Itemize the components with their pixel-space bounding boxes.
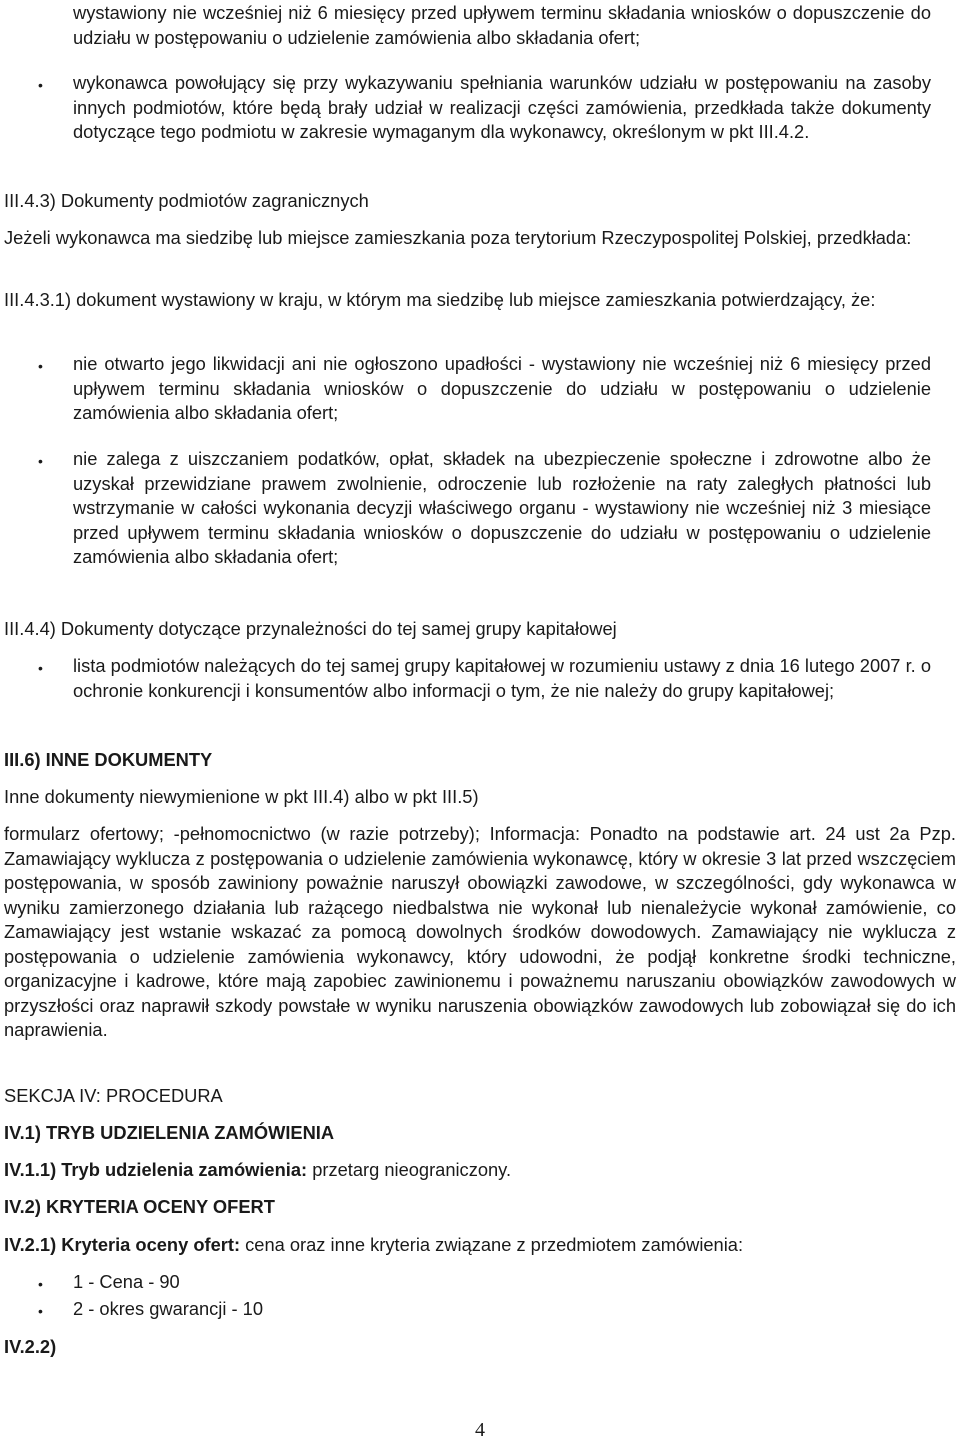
continuation-paragraph: wystawiony nie wcześniej niż 6 miesięcy przed upływem terminu składania wniosków o dopuszczenie do udziału w postępowaniu o udzielenie zamówienia albo składania ofert;	[73, 2, 931, 48]
page-number: 4	[475, 1419, 485, 1441]
paragraph-iii6-sub: Inne dokumenty niewymienione w pkt III.4) albo w pkt III.5)	[4, 786, 479, 807]
section-heading-iv22: IV.2.2)	[4, 1336, 57, 1357]
field-value: przetarg nieograniczony.	[312, 1159, 512, 1180]
field-label: IV.1.1) Tryb udzielenia zamówienia:	[4, 1159, 308, 1180]
list-item-kryterium-2: 2 - okres gwarancji - 10	[73, 1298, 263, 1319]
bullet-dot: •	[38, 358, 43, 374]
field-iv21	[4, 1233, 956, 1258]
field-label: IV.2.1) Kryteria oceny ofert:	[4, 1234, 241, 1255]
list-item-kryterium-1: 1 - Cena - 90	[73, 1271, 180, 1292]
list-item-podmioty: wykonawca powołujący się przy wykazywaniu spełniania warunków udziału w postępowaniu na zasoby innych podmiotów, które będą brały udział w realizacji części zamówienia, przedkłada także dokumenty dotyczące tego podmiotu w zakresie wymaganym dla wykonawcy, określonym w pkt III.4.2.	[73, 72, 931, 142]
section-heading-iii6: III.6) INNE DOKUMENTY	[4, 749, 213, 770]
list-item-grupa-kapitalowa: lista podmiotów należących do tej samej grupy kapitałowej w rozumieniu ustawy z dnia 16 lutego 2007 r. o ochronie konkurencji i konsumentów albo informacji o tym, że nie należy do grupy kapitałowej;	[73, 655, 931, 701]
paragraph-iii43-intro: Jeżeli wykonawca ma siedzibę lub miejsce zamieszkania poza terytorium Rzeczypospolitej Polskiej, przedkłada:	[4, 227, 912, 248]
bullet-dot: •	[38, 453, 43, 469]
section-heading-iv1: IV.1) TRYB UDZIELENIA ZAMÓWIENIA	[4, 1122, 335, 1143]
section-heading-iii43: III.4.3) Dokumenty podmiotów zagranicznych	[4, 190, 369, 211]
bullet-dot: •	[38, 77, 43, 93]
list-item-likwidacja: nie otwarto jego likwidacji ani nie ogłoszono upadłości - wystawiony nie wcześniej niż 6 miesięcy przed upływem terminu składania wniosków o dopuszczenie do udziału w postępowaniu o udzielenie zamówienia albo składania ofert;	[73, 353, 931, 423]
bullet-dot: •	[38, 660, 43, 676]
paragraph-iii6-body: formularz ofertowy; -pełnomocnictwo (w razie potrzeby); Informacja: Ponadto na podstawie art. 24 ust 2a Pzp. Zamawiający wyklucza z postępowania o udzielenie zamówienia wykonawcę, który w okresie 3 lat przed wszczęciem postępowania, w sposób zawiniony poważnie naruszył obowiązki zawodowe, w szczególności, gdy wykonawca w wyniku zamierzonego działania lub rażącego niedbalstwa nie wykonał lub nienależycie wykonał zamówienie, co Zamawiający jest wstanie wskazać za pomocą dowolnych środków dowodowych. Zamawiający nie wyklucza z postępowania o udzielenie zamówienia wykonawcy, który udowodni, że podjął konkretne środki techniczne, organizacyjne i kadrowe, które mają zapobiec zawinionemu i poważnemu naruszaniu obowiązków zawodowych w przyszłości oraz naprawił szkody powstałe w wyniku naruszenia obowiązków zawodowych lub zobowiązał się do ich naprawienia.	[4, 823, 956, 1040]
field-value: cena oraz inne kryteria związane z przedmiotem zamówienia:	[245, 1234, 744, 1255]
bullet-dot: •	[38, 1303, 43, 1319]
section-title-iv: SEKCJA IV: PROCEDURA	[4, 1085, 223, 1106]
paragraph-iii431: III.4.3.1) dokument wystawiony w kraju, w którym ma siedzibę lub miejsce zamieszkania potwierdzający, że:	[4, 289, 876, 310]
section-heading-iv2: IV.2) KRYTERIA OCENY OFERT	[4, 1196, 275, 1217]
field-iv11	[4, 1158, 956, 1183]
bullet-dot: •	[38, 1276, 43, 1292]
section-heading-iii44: III.4.4) Dokumenty dotyczące przynależności do tej samej grupy kapitałowej	[4, 618, 617, 639]
list-item-podatki: nie zalega z uiszczaniem podatków, opłat, składek na ubezpieczenie społeczne i zdrowotne albo że uzyskał przewidziane prawem zwolnienie, odroczenie lub rozłożenie na raty zaległych płatności lub wstrzymanie w całości wykonania decyzji właściwego organu - wystawiony nie wcześniej niż 3 miesiące przed upływem terminu składania wniosków o dopuszczenie do udziału w postępowaniu o udzielenie zamówienia albo składania ofert;	[73, 448, 931, 567]
